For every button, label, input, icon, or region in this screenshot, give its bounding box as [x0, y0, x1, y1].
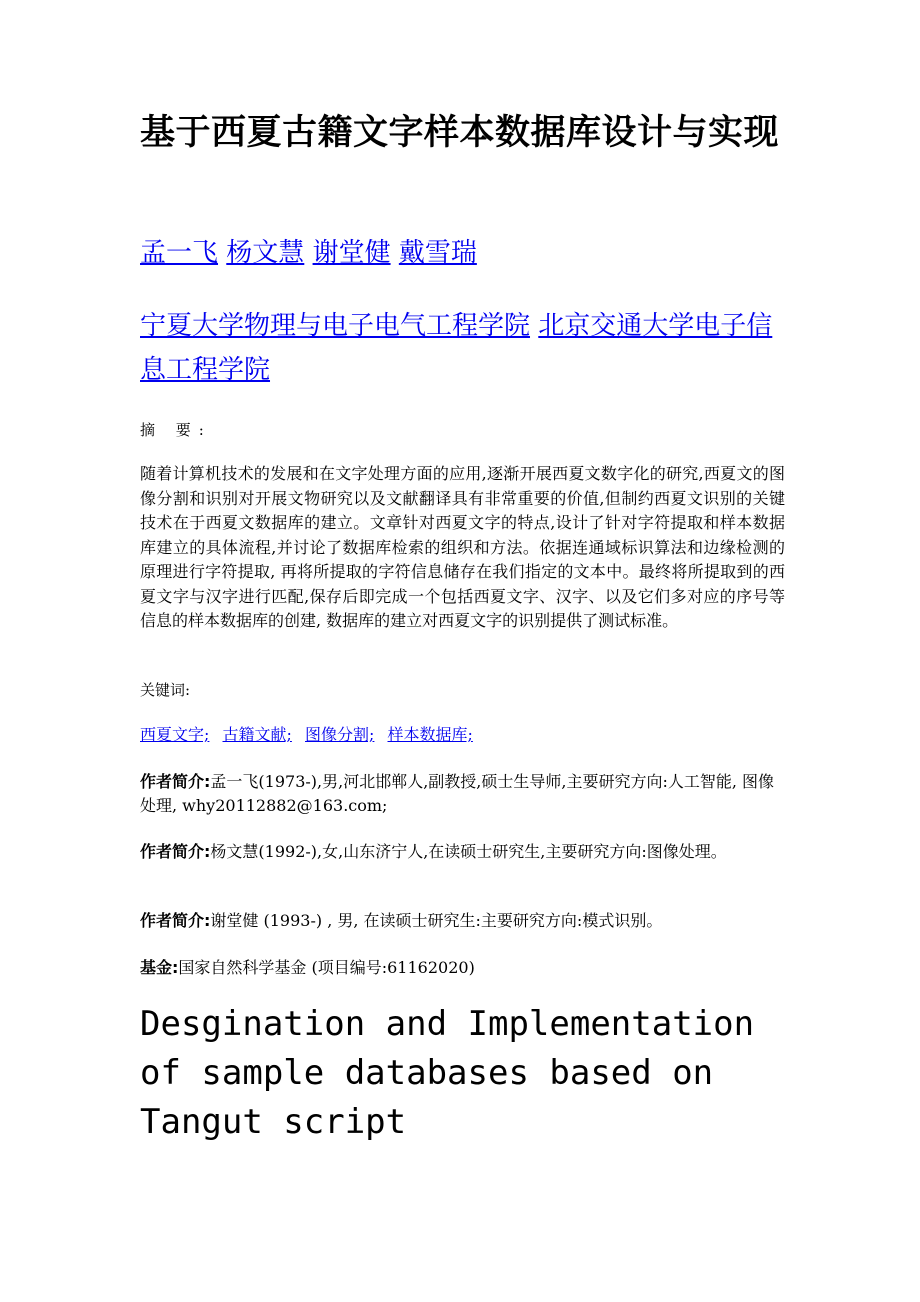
keyword-link[interactable]: 西夏文字;: [140, 725, 210, 744]
author-bio-label: 作者简介:: [140, 772, 211, 791]
affiliation-link[interactable]: 宁夏大学物理与电子电气工程学院: [140, 311, 531, 341]
affiliation-list: [140, 304, 780, 392]
keywords-label: 关键词:: [140, 681, 191, 699]
author-bio-label: 作者简介:: [140, 911, 211, 930]
keyword-list: [140, 723, 481, 747]
author-link[interactable]: 孟一飞: [140, 238, 219, 268]
keyword-link[interactable]: 图像分割;: [305, 725, 375, 744]
author-link[interactable]: 杨文慧: [226, 238, 305, 268]
keyword-link[interactable]: 古籍文献;: [222, 725, 292, 744]
paper-title-en: Desgination and Implementation of sample databases based on Tangut script: [140, 1004, 755, 1142]
author-list: [140, 233, 790, 273]
author-bio: [140, 840, 785, 864]
fund-label: 基金:: [140, 958, 179, 977]
author-bio-text: 杨文慧(1992-),女,山东济宁人,在读硕士研究生,主要研究方向:图像处理。: [210, 842, 727, 861]
author-link[interactable]: 戴雪瑞: [398, 238, 477, 268]
author-bio-text: 孟一飞(1973-),男,河北邯郸人,副教授,硕士生导师,主要研究方向:人工智能, 图像处理, why20112882@163.com;: [140, 772, 775, 815]
abstract-text: 随着计算机技术的发展和在文字处理方面的应用,逐渐开展西夏文数字化的研究,西夏文的图像分割和识别对开展文物研究以及文献翻译具有非常重要的价值,但制约西夏文识别的关键技术在于西夏文数据库的建立。文章针对西夏文字的特点,设计了针对字符提取和样本数据库建立的具体流程,并讨论了数据库检索的组织和方法。依据连通域标识算法和边缘检测的原理进行字符提取, 再将所提取的字符信息储存在我们指定的文本中。最终将所提取到的西夏文字与汉字进行匹配,保存后即完成一个包括西夏文字、汉字、以及它们多对应的序号等信息的样本数据库的创建, 数据库的建立对西夏文字的识别提供了测试标准。: [140, 464, 785, 630]
author-bio: [140, 909, 785, 933]
author-bio-label: 作者简介:: [140, 842, 211, 861]
fund-text: 国家自然科学基金 (项目编号:61162020): [178, 958, 475, 977]
fund-info: [140, 956, 785, 980]
author-bio: [140, 770, 785, 818]
affiliation-link[interactable]: 北京交通大学电子信息工程学院: [140, 311, 773, 385]
author-bio-text: 谢堂健 (1993-) , 男, 在读硕士研究生:主要研究方向:模式识别。: [210, 911, 663, 930]
author-link[interactable]: 谢堂健: [312, 238, 391, 268]
keyword-link[interactable]: 样本数据库;: [387, 725, 473, 744]
abstract-label: 摘 要:: [140, 421, 212, 439]
paper-title-cn: 基于西夏古籍文字样本数据库设计与实现: [140, 113, 780, 153]
